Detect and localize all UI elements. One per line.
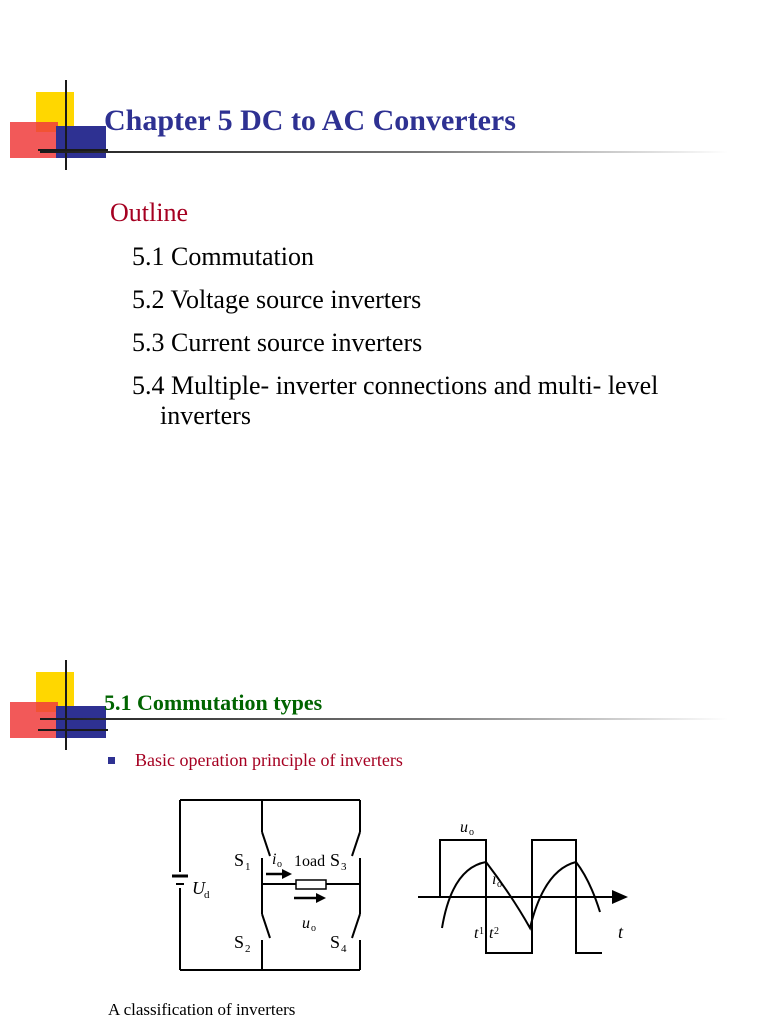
outline-item: 5.2 Voltage source inverters: [132, 285, 422, 314]
source-subscript: d: [204, 889, 210, 901]
slide-logo-icon: [8, 80, 108, 180]
wave-io-label: i: [492, 871, 497, 888]
switch-s3-subscript: 3: [341, 861, 347, 873]
voltage-arrow-icon: [294, 893, 326, 903]
switch-s1-subscript: 1: [245, 861, 251, 873]
switch-s2-subscript: 2: [245, 943, 251, 955]
wave-t1-subscript: 1: [479, 926, 484, 937]
wave-io-subscript: o: [497, 879, 502, 890]
switch-s3-label: S: [330, 850, 341, 870]
load-resistor-icon: [296, 880, 326, 889]
load-label: 1oad: [294, 853, 326, 870]
outline-item-continuation: inverters: [160, 401, 251, 430]
uo-subscript: o: [311, 923, 316, 934]
outline-item: 5.1 Commutation: [132, 242, 314, 271]
outline-heading: Outline: [110, 198, 188, 227]
outline-list: [132, 242, 658, 444]
switch-s4-label: S: [330, 932, 341, 952]
wave-t1-label: t: [474, 925, 479, 942]
wave-t-label: t: [618, 922, 624, 942]
wave-uo-subscript: o: [469, 827, 474, 838]
io-subscript: o: [277, 859, 282, 870]
chapter-title: Chapter 5 DC to AC Converters: [104, 104, 516, 137]
wave-t2-label: t: [489, 925, 494, 942]
wave-uo-label: u: [460, 819, 468, 836]
inverter-circuit-diagram: [170, 792, 370, 982]
title-rule: [40, 151, 728, 153]
uo-label: u: [302, 915, 310, 932]
switch-s4-subscript: 4: [341, 943, 347, 955]
slide-2: [0, 512, 768, 1024]
wave-t2-subscript: 2: [494, 926, 499, 937]
bullet-square-icon: [108, 757, 115, 764]
time-axis-arrow-icon: [612, 890, 628, 904]
caption: A classification of inverters: [108, 1000, 296, 1019]
inverter-waveform-diagram: [412, 800, 642, 960]
slide-logo-icon: [8, 660, 108, 760]
outline-item: 5.3 Current source inverters: [132, 328, 423, 357]
bullet-text: Basic operation principle of inverters: [135, 750, 403, 770]
current-arrow-icon: [266, 869, 292, 879]
io-label: i: [272, 851, 277, 868]
switch-s2-label: S: [234, 932, 245, 952]
section-title: 5.1 Commutation types: [104, 690, 323, 715]
switch-s1-label: S: [234, 850, 245, 870]
title-rule: [40, 718, 728, 720]
outline-item: 5.4 Multiple- inverter connections and multi- level inverters: [132, 371, 659, 430]
source-label: U: [192, 878, 205, 898]
bullet-row: [108, 750, 403, 771]
